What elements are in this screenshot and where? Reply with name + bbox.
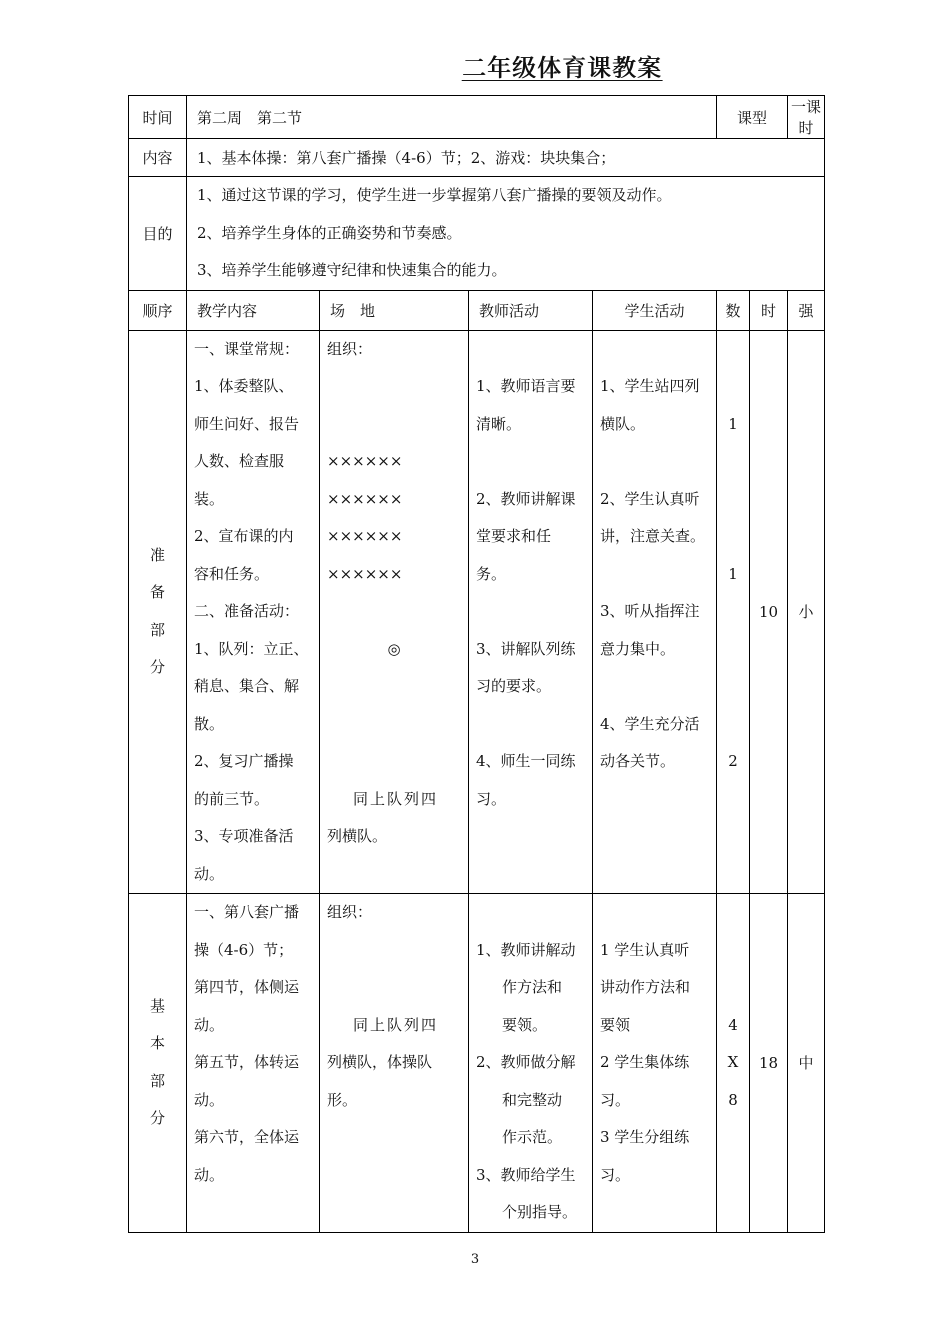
cell-line: 1 bbox=[728, 414, 738, 433]
venue-cell bbox=[320, 894, 469, 1233]
cell-line: 动。 bbox=[194, 864, 225, 883]
type-value: 一课时 bbox=[788, 96, 825, 139]
document-title: 二年级体育课教案 bbox=[462, 54, 662, 82]
cell-line bbox=[476, 331, 585, 369]
cell-line: 1、体委整队、 bbox=[194, 377, 294, 395]
venue-cell bbox=[320, 330, 469, 894]
cell-line: 习。 bbox=[476, 789, 507, 808]
cell-line: 和完整动 bbox=[502, 1090, 563, 1109]
cell-line: 1 bbox=[728, 564, 738, 583]
cell-line: 4、师生一同练 bbox=[476, 752, 576, 770]
cell-line: X bbox=[727, 1053, 739, 1071]
cell-line bbox=[476, 706, 585, 744]
goal-row bbox=[129, 177, 825, 291]
cell-line bbox=[600, 668, 709, 706]
cell-line bbox=[327, 668, 461, 706]
cell-line: 第五节，体转运 bbox=[194, 1053, 300, 1071]
cell-line bbox=[327, 706, 461, 744]
count-cell bbox=[717, 894, 750, 1233]
content-cell bbox=[187, 894, 320, 1233]
cell-line: ×××××× bbox=[327, 489, 403, 508]
cell-line: 2 学生集体练 bbox=[600, 1053, 690, 1071]
cell-line: 的前三节。 bbox=[194, 789, 270, 808]
col-order: 顺序 bbox=[129, 290, 187, 330]
cell-line: 讲，注意关查。 bbox=[600, 527, 706, 545]
time-cell: 10 bbox=[750, 330, 788, 894]
cell-line: 要领 bbox=[600, 1015, 631, 1034]
cell-line bbox=[717, 706, 749, 744]
cell-line: 装。 bbox=[194, 489, 225, 508]
goal-line: 3、培养学生能够遵守纪律和快速集合的能力。 bbox=[197, 261, 507, 279]
cell-line: 人数、检查服 bbox=[194, 452, 285, 470]
cell-line bbox=[717, 1119, 749, 1157]
section-main bbox=[129, 894, 825, 1233]
cell-line: 3 学生分组练 bbox=[600, 1128, 690, 1146]
cell-line bbox=[327, 743, 461, 781]
section-name: 准 备 部 分 bbox=[129, 330, 187, 894]
cell-line bbox=[717, 668, 749, 706]
cell-line bbox=[327, 368, 461, 406]
content-label: 内容 bbox=[129, 139, 187, 177]
cell-line: 动。 bbox=[194, 1165, 225, 1184]
cell-line: ×××××× bbox=[327, 527, 403, 545]
goal-line: 1、通过这节课的学习，使学生进一步掌握第八套广播操的要领及动作。 bbox=[197, 186, 672, 204]
student-cell bbox=[593, 894, 717, 1233]
col-venue: 场 地 bbox=[320, 290, 469, 330]
cell-line: 讲动作方法和 bbox=[600, 978, 691, 996]
cell-line bbox=[600, 894, 709, 932]
cell-line: 列横队，体操队 bbox=[327, 1053, 433, 1071]
cell-line: 8 bbox=[728, 1090, 738, 1109]
cell-line bbox=[717, 1157, 749, 1195]
content-row bbox=[129, 139, 825, 177]
cell-line bbox=[717, 894, 749, 932]
cell-line bbox=[327, 969, 461, 1007]
content-cell bbox=[187, 330, 320, 894]
cell-line: 第六节，全体运 bbox=[194, 1128, 300, 1146]
cell-line: 1、教师讲解动 bbox=[476, 940, 576, 959]
col-time: 时 bbox=[750, 290, 788, 330]
col-content: 教学内容 bbox=[187, 290, 320, 330]
cell-line: 2 bbox=[728, 752, 738, 770]
cell-line: 4、学生充分活 bbox=[600, 714, 700, 733]
cell-line: ×××××× bbox=[327, 564, 403, 583]
cell-line: 师生问好、报告 bbox=[194, 414, 300, 433]
cell-line: 同上队列四 bbox=[353, 1015, 439, 1034]
cell-line: 二、准备活动： bbox=[194, 602, 300, 620]
cell-line bbox=[717, 781, 749, 819]
cell-line: 意力集中。 bbox=[600, 639, 676, 658]
content-value: 1、基本体操：第八套广播操（4-6）节；2、游戏：块块集合； bbox=[187, 139, 825, 177]
type-label: 课型 bbox=[717, 96, 788, 139]
section-prep bbox=[129, 330, 825, 894]
cell-line bbox=[717, 818, 749, 856]
time-value: 第二周 第二节 bbox=[187, 96, 717, 139]
cell-line bbox=[476, 818, 585, 856]
cell-line: 2、学生认真听 bbox=[600, 489, 700, 508]
cell-line bbox=[327, 1194, 461, 1232]
cell-line: 3、讲解队列练 bbox=[476, 639, 576, 658]
cell-line: 要领。 bbox=[502, 1015, 548, 1034]
cell-line: 务。 bbox=[476, 564, 507, 583]
cell-line bbox=[717, 856, 749, 894]
cell-line bbox=[600, 781, 709, 819]
cell-line: 1 学生认真听 bbox=[600, 940, 690, 959]
cell-line: 稍息、集合、解 bbox=[194, 677, 300, 695]
cell-line: 第四节，体侧运 bbox=[194, 978, 300, 996]
cell-line: 横队。 bbox=[600, 414, 646, 433]
cell-line: 同上队列四 bbox=[353, 789, 439, 808]
cell-line: 2、复习广播操 bbox=[194, 752, 294, 770]
cell-line bbox=[194, 1194, 312, 1232]
cell-line bbox=[600, 331, 709, 369]
cell-line bbox=[717, 593, 749, 631]
cell-line: 清晰。 bbox=[476, 414, 522, 433]
cell-line bbox=[717, 368, 749, 406]
cell-line: ◎ bbox=[387, 639, 401, 658]
cell-line: ×××××× bbox=[327, 452, 403, 470]
cell-line bbox=[717, 443, 749, 481]
column-header-row bbox=[129, 290, 825, 330]
cell-line: 3、听从指挥注 bbox=[600, 602, 700, 620]
cell-line bbox=[600, 1194, 709, 1232]
cell-line bbox=[327, 932, 461, 970]
cell-line bbox=[717, 932, 749, 970]
cell-line bbox=[717, 331, 749, 369]
cell-line bbox=[327, 406, 461, 444]
time-cell: 18 bbox=[750, 894, 788, 1233]
cell-line bbox=[717, 481, 749, 519]
page-number: 3 bbox=[470, 1252, 480, 1267]
cell-line: 列横队。 bbox=[327, 827, 388, 845]
cell-line: 习的要求。 bbox=[476, 677, 552, 695]
cell-line: 容和任务。 bbox=[194, 564, 270, 583]
intensity-cell: 小 bbox=[788, 330, 825, 894]
cell-line: 2、宣布课的内 bbox=[194, 527, 294, 545]
cell-line bbox=[476, 443, 585, 481]
cell-line bbox=[327, 1119, 461, 1157]
cell-line bbox=[600, 556, 709, 594]
cell-line: 作方法和 bbox=[502, 978, 563, 996]
cell-line: 1、队列：立正、 bbox=[194, 639, 309, 658]
cell-line: 4 bbox=[728, 1015, 738, 1034]
cell-line bbox=[717, 518, 749, 556]
time-row bbox=[129, 96, 825, 139]
col-intensity: 强 bbox=[788, 290, 825, 330]
lesson-plan-table bbox=[128, 95, 825, 1233]
goal-label: 目的 bbox=[129, 177, 187, 291]
cell-line bbox=[327, 593, 461, 631]
time-label: 时间 bbox=[129, 96, 187, 139]
cell-line bbox=[327, 1157, 461, 1195]
section-name: 基 本 部 分 bbox=[129, 894, 187, 1233]
cell-line: 形。 bbox=[327, 1090, 358, 1109]
cell-line: 2、教师讲解课 bbox=[476, 489, 576, 508]
cell-line bbox=[476, 856, 585, 894]
cell-line: 习。 bbox=[600, 1165, 631, 1184]
cell-line: 1、学生站四列 bbox=[600, 377, 700, 395]
cell-line: 堂要求和任 bbox=[476, 527, 552, 545]
cell-line: 动。 bbox=[194, 1090, 225, 1109]
teacher-cell bbox=[469, 330, 593, 894]
cell-line bbox=[476, 593, 585, 631]
cell-line bbox=[717, 631, 749, 669]
cell-line bbox=[600, 818, 709, 856]
cell-line bbox=[327, 856, 461, 894]
cell-line bbox=[717, 1194, 749, 1232]
cell-line: 1、教师语言要 bbox=[476, 377, 576, 395]
cell-line: 3、专项准备活 bbox=[194, 827, 294, 845]
intensity-cell: 中 bbox=[788, 894, 825, 1233]
cell-line: 组织： bbox=[327, 339, 373, 358]
cell-line: 散。 bbox=[194, 714, 225, 733]
cell-line: 个别指导。 bbox=[502, 1203, 578, 1221]
cell-line: 动各关节。 bbox=[600, 752, 676, 770]
col-count: 数 bbox=[717, 290, 750, 330]
cell-line: 一、课堂常规： bbox=[194, 339, 300, 358]
cell-line: 习。 bbox=[600, 1090, 631, 1109]
cell-line bbox=[600, 856, 709, 894]
cell-line bbox=[600, 443, 709, 481]
cell-line: 作示范。 bbox=[502, 1128, 563, 1146]
col-teacher: 教师活动 bbox=[469, 290, 593, 330]
cell-line: 操（4-6）节； bbox=[194, 940, 294, 959]
cell-line: 一、第八套广播 bbox=[194, 903, 300, 921]
student-cell bbox=[593, 330, 717, 894]
cell-line bbox=[717, 969, 749, 1007]
cell-line: 3、教师给学生 bbox=[476, 1165, 576, 1184]
teacher-cell bbox=[469, 894, 593, 1233]
col-student: 学生活动 bbox=[593, 290, 717, 330]
goal-line: 2、培养学生身体的正确姿势和节奏感。 bbox=[197, 223, 462, 242]
cell-line: 动。 bbox=[194, 1015, 225, 1034]
count-cell bbox=[717, 330, 750, 894]
cell-line bbox=[476, 894, 585, 932]
cell-line: 2、教师做分解 bbox=[476, 1053, 576, 1071]
cell-line: 组织： bbox=[327, 903, 373, 921]
